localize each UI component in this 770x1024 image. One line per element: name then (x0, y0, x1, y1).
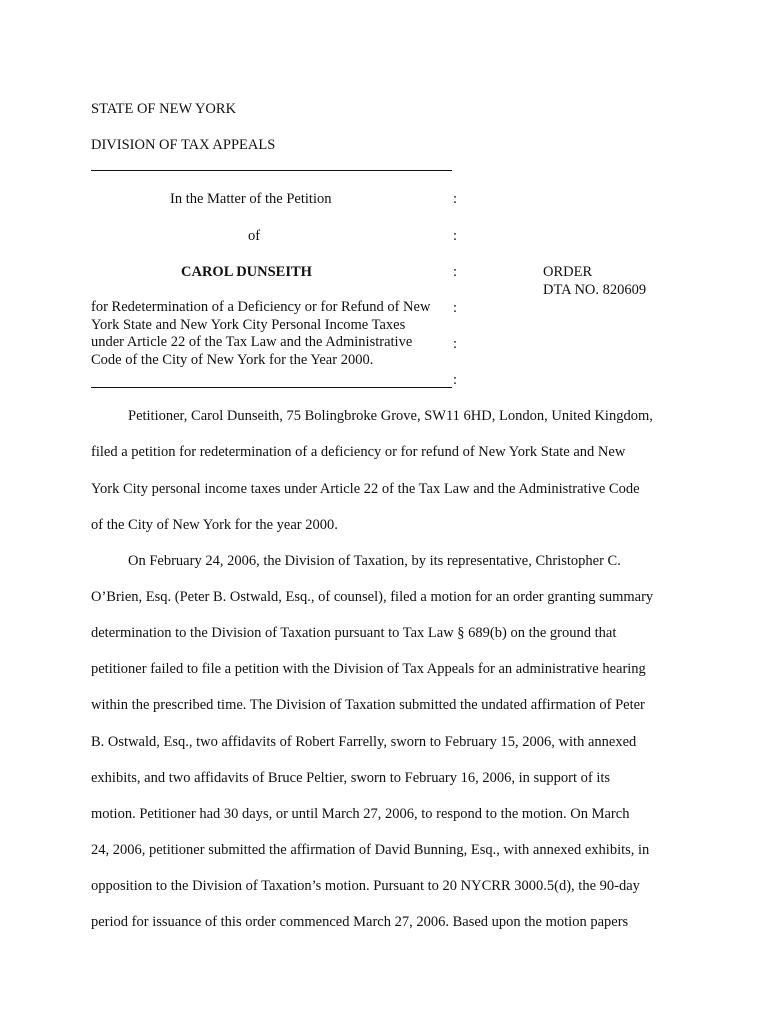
body-line: within the prescribed time. The Division of Taxation submitted the undated affirmation of Peter (91, 697, 645, 713)
caption-description-line: York State and New York City Personal Income Taxes (91, 316, 406, 333)
caption-description-line: Code of the City of New York for the Year 2000. (91, 351, 374, 368)
caption-matter: In the Matter of the Petition (170, 191, 332, 207)
body-line: 24, 2006, petitioner submitted the affirmation of David Bunning, Esq., with annexed exhibits, in (91, 842, 650, 858)
header-division: DIVISION OF TAX APPEALS (91, 137, 276, 153)
order-title: ORDER (543, 264, 593, 280)
caption-colon: : (453, 228, 458, 244)
body-line: of the City of New York for the year 2000. (91, 517, 338, 533)
body-line: O’Brien, Esq. (Peter B. Ostwald, Esq., of counsel), filed a motion for an order granting summary (91, 589, 654, 605)
caption-colon: : (453, 191, 458, 207)
body-line: Petitioner, Carol Dunseith, 75 Bolingbroke Grove, SW11 6HD, London, United Kingdom, (128, 408, 653, 424)
body-line: petitioner failed to file a petition with the Division of Tax Appeals for an administrative hearing (91, 661, 646, 677)
order-number: DTA NO. 820609 (543, 282, 647, 298)
caption-of: of (248, 228, 261, 244)
body-line: On February 24, 2006, the Division of Taxation, by its representative, Christopher C. (128, 553, 621, 569)
body-line: motion. Petitioner had 30 days, or until March 27, 2006, to respond to the motion. On March (91, 806, 630, 822)
caption-description-line: under Article 22 of the Tax Law and the Administrative (91, 334, 413, 350)
body-line: York City personal income taxes under Article 22 of the Tax Law and the Administrative Code (91, 481, 640, 497)
body-line: B. Ostwald, Esq., two affidavits of Robert Farrelly, sworn to February 15, 2006, with annexed (91, 734, 637, 750)
caption-bottom-rule (91, 387, 452, 388)
caption-description-line: for Redetermination of a Deficiency or for Refund of New (91, 299, 431, 315)
body-line: determination to the Division of Taxation pursuant to Tax Law § 689(b) on the ground that (91, 625, 617, 641)
header-state: STATE OF NEW YORK (91, 101, 237, 117)
caption-colon: : (453, 372, 458, 388)
caption-colon: : (453, 300, 458, 316)
caption-colon: : (453, 264, 458, 280)
body-line: exhibits, and two affidavits of Bruce Peltier, sworn to February 16, 2006, in support of its (91, 770, 611, 786)
caption-top-rule (91, 170, 452, 171)
caption-petitioner: CAROL DUNSEITH (181, 264, 312, 280)
body-line: period for issuance of this order commenced March 27, 2006. Based upon the motion papers (91, 914, 629, 930)
body-line: filed a petition for redetermination of a deficiency or for refund of New York State and New (91, 444, 626, 460)
caption-description (91, 299, 451, 369)
body-line: opposition to the Division of Taxation’s motion. Pursuant to 20 NYCRR 3000.5(d), the 90-day (91, 878, 640, 894)
caption-colon: : (453, 336, 458, 352)
